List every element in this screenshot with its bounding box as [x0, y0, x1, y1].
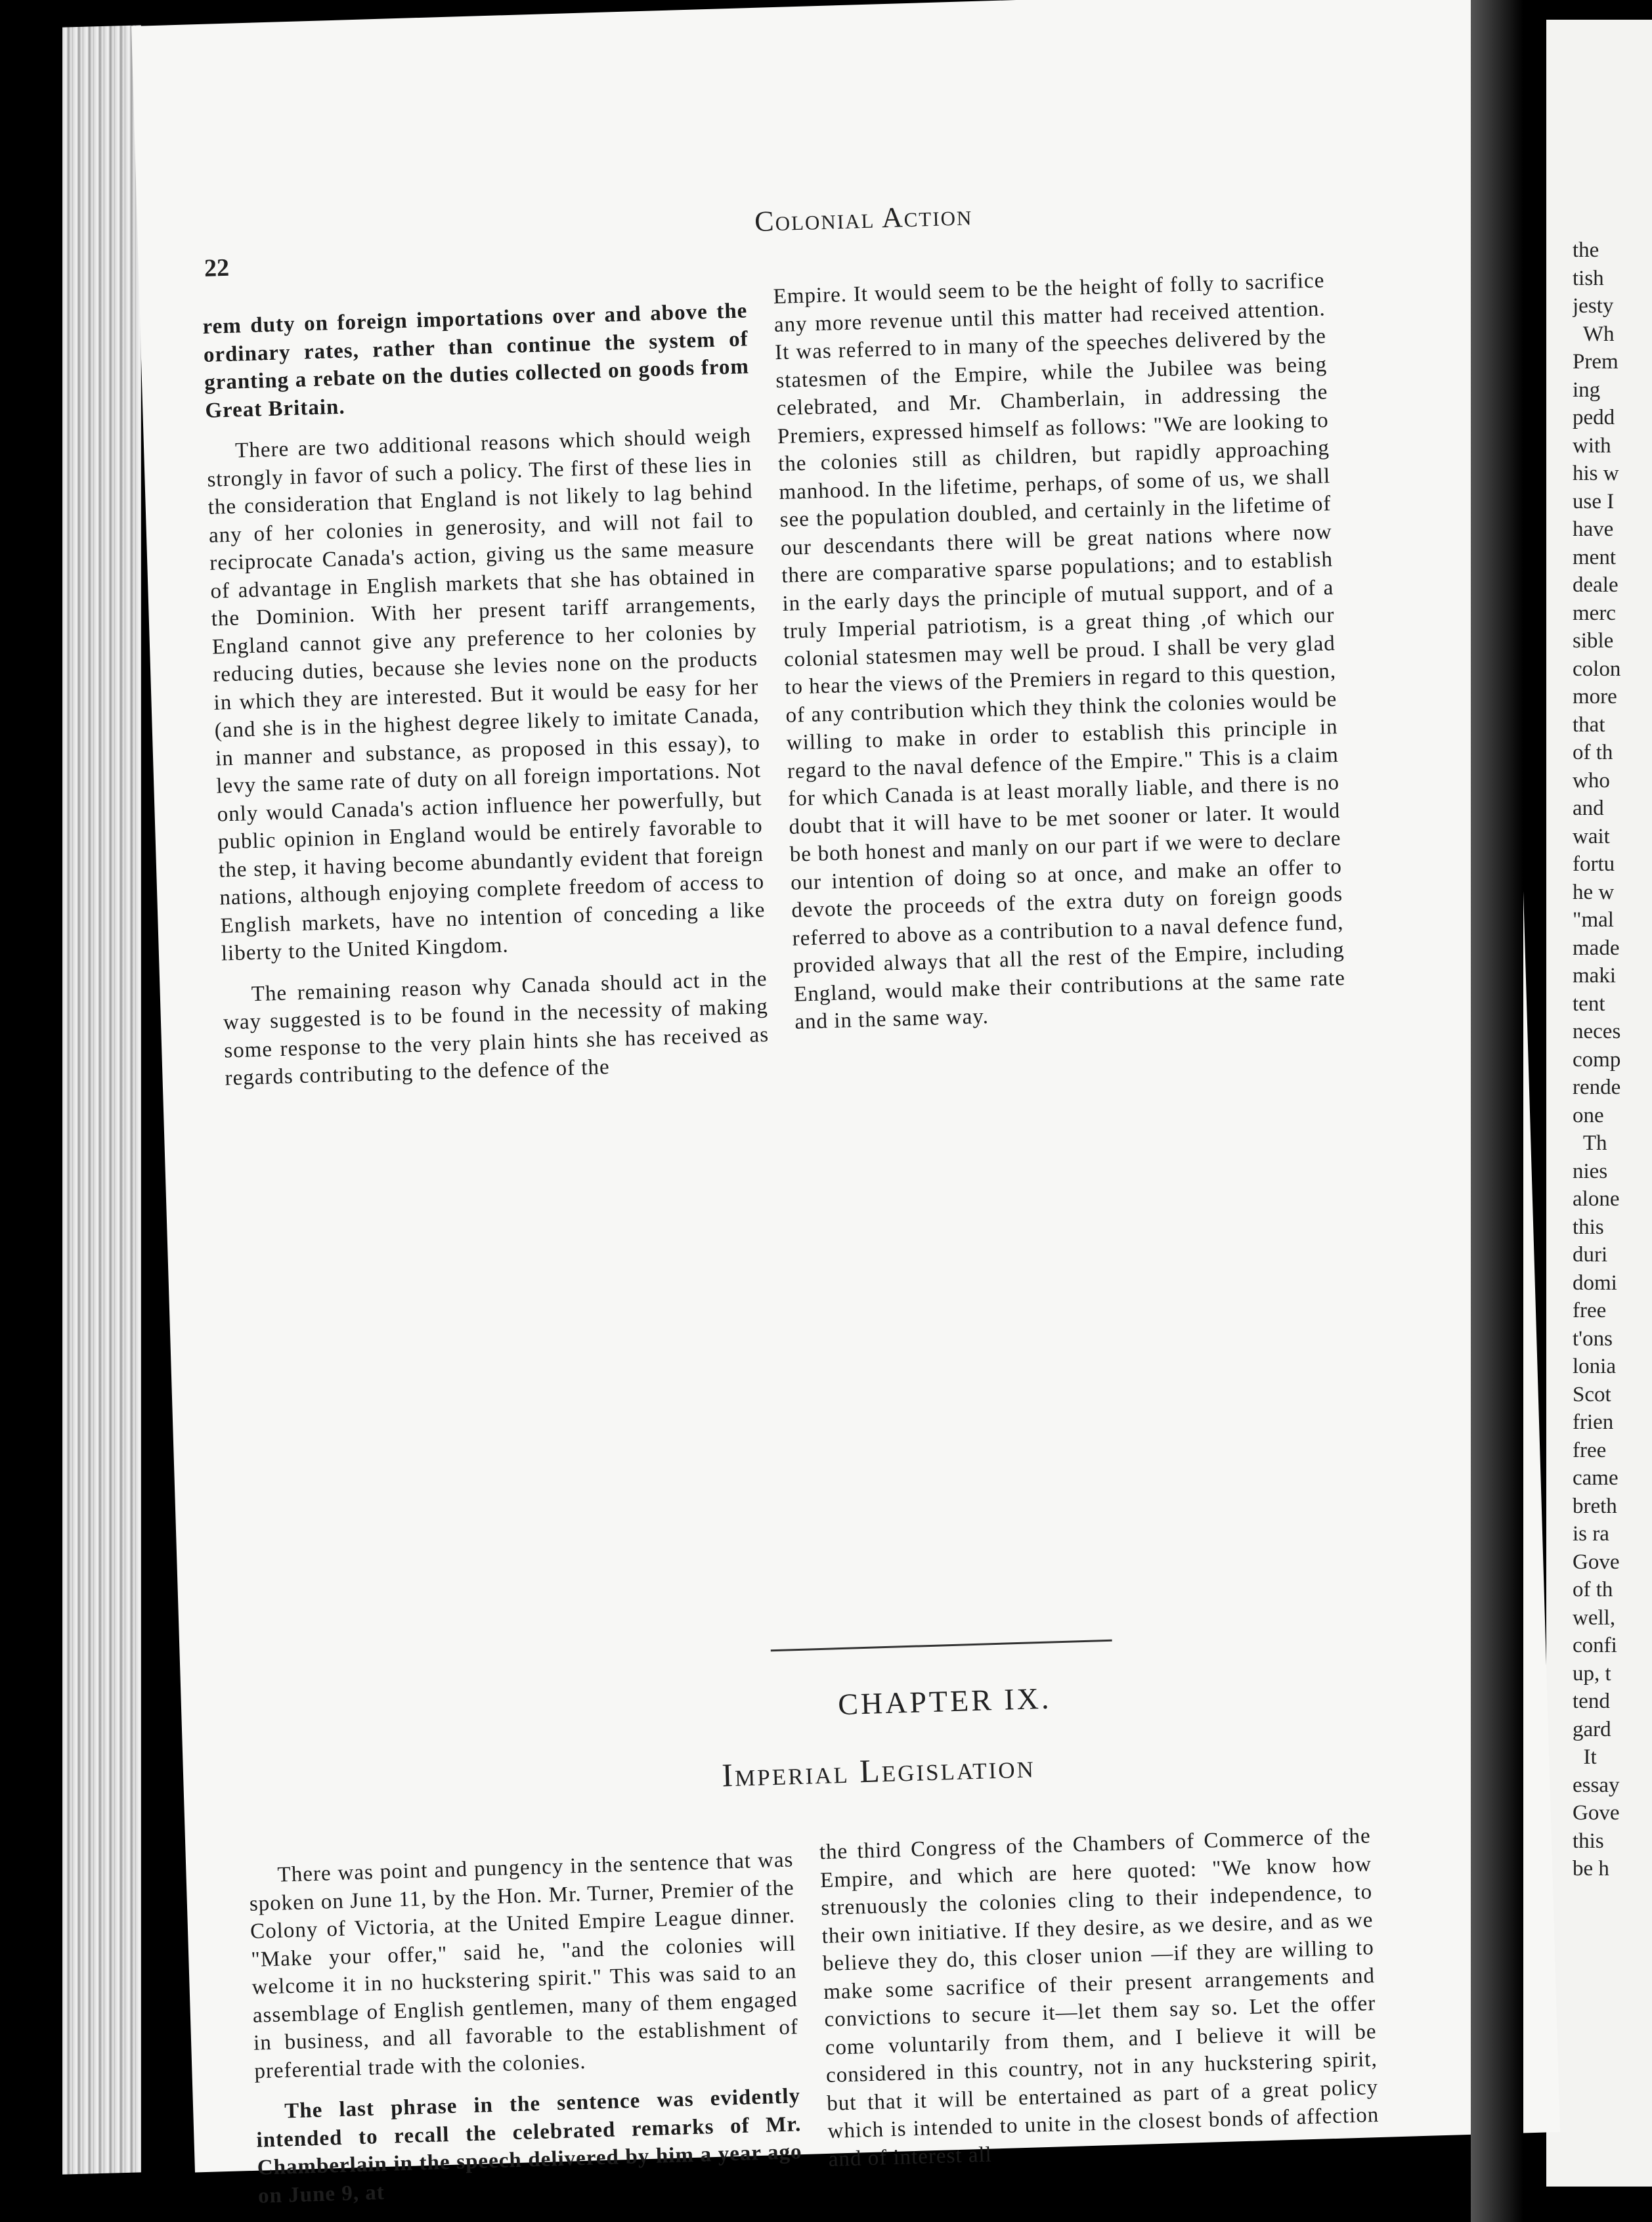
paragraph: There are two additional reasons which should weigh strongly in favor of such a policy. The first of these lies in the consideration that England is not likely to lag behind any of her colonies in generosity, and will not fail to reciprocate Canada's action, giving us the same measure of advantage in English markets that she has obtained in the Dominion. With her present tariff arrangements, England cannot give any preference to her colonies by reducing duties, because she levies none on the products in which they are interested. But it would be easy for her (and she is in the highest degree likely to imitate Canada, in manner and substance, as proposed in this essay), to levy the same rate of duty on all foreign importations. Not only would Canada's action influence her powerfully, but public opinion in England would be entirely favorable to the step, it having become abundantly evident that foreign nations, although enjoying complete freedom of access to English markets, have no intention of conceding a like liberty to the United Kingdom.: [206, 424, 766, 966]
running-head: Colonial Action: [754, 199, 973, 238]
section-divider: [771, 1640, 1112, 1651]
paragraph: Empire. It would seem to be the height of folly to sacrifice any more revenue until this matter had received attention. It was referred to in many of the speeches delivered by the statesmen of the Empire, while the Jubilee was being celebrated, and Mr. Chamberlain, in addressing the Premiers, expressed himself as follows: "We are looking to the colonies still as children, but rapidly approaching manhood. In the lifetime, perhaps, of some of us, we shall see the population doubled, and certainly in the lifetime of our descendants there will be great nations where now there are comparative sparse populations; and to establish in the early days the principle of mutual support, and of a truly Imperial patriotism, is a great thing ,of which our colonial statesmen may well be proud. I shall be very glad to hear the views of the Premiers in regard to this question, of any contribution which they think the colonies would be willing to make in order to establish this principle in regard to the naval defence of the Empire." This is a claim for which Canada is at least morally liable, and there is no doubt that it will have to be met sooner or later. It would be both honest and manly on our part if we were to declare our intention of doing so at once, and make an offer to devote the proceeds of the extra duty on foreign goods referred to above as a contribution to a naval defence fund, provided always that all the rest of the Empire, including England, would make their contributions at the same rate and in the same way.: [773, 269, 1346, 1034]
paragraph: the third Congress of the Chambers of Commerce of the Empire, and which are here quoted: "We know how strenuously the colonies cling to their independence, to their own initiative. If they desire, as we desire, and as we believe they do, this closer union —if they are willing to make some sacrifice of their present arrangements and convictions to secure it—let them say so. Let the offer come voluntarily from them, and I believe it will be considered in this country, not in any huckstering spirit, but that it will be entertained as part of a great policy which is intended to unite in the closest bonds of affection and of interest all: [819, 1824, 1380, 2171]
chapter-number: CHAPTER IX.: [837, 1681, 1053, 1722]
paragraph: The last phrase in the sentence was evidently intended to recall the celebrated remarks of Mr. Chamberlain in the speech delivered by him a year ago on June 9, at: [256, 2084, 803, 2208]
facing-page-text: the tish jesty Wh Prem ing pedd with his w use I have ment deale merc sible colon more that of th who and wait fortu he w "mal made maki tent neces comp rende one Th nies alone this duri domi free t'ons lonia Scot frien free came breth is ra Gove of th well, confi up, t tend gard It essay Gove this be h: [1573, 238, 1621, 1881]
paragraph: The remaining reason why Canada should act in the way suggested is to be found in the necessity of making some response to the very plain hints she has received as regards contributing to the defence of the: [223, 967, 770, 1091]
column-right-top: [773, 267, 1347, 1049]
paragraph: rem duty on foreign importations over and above the ordinary rates, rather than continue the system of granting a rebate on the duties collected on goods from Great Britain.: [202, 299, 750, 423]
chapter-title: Imperial Legislation: [721, 1747, 1036, 1794]
column-left-bottom: [248, 1846, 804, 2222]
column-left-top: [202, 297, 770, 1106]
book-gutter: [1471, 0, 1523, 2222]
page-number: 22: [204, 253, 230, 282]
book-page: [131, 0, 1560, 2208]
page-edges: [62, 25, 141, 2174]
column-right-bottom: [819, 1822, 1380, 2187]
paragraph: There was point and pungency in the sentence that was spoken on June 11, by the Hon. Mr. Turner, Premier of the Colony of Victoria, at the United Empire League dinner. "Make your offer," said he, "and the colonies will welcome it in no huckstering spirit." This was said to an assemblage of English gentlemen, many of them engaged in business, and all favorable to the establishment of preferential trade with the colonies.: [249, 1848, 799, 2083]
